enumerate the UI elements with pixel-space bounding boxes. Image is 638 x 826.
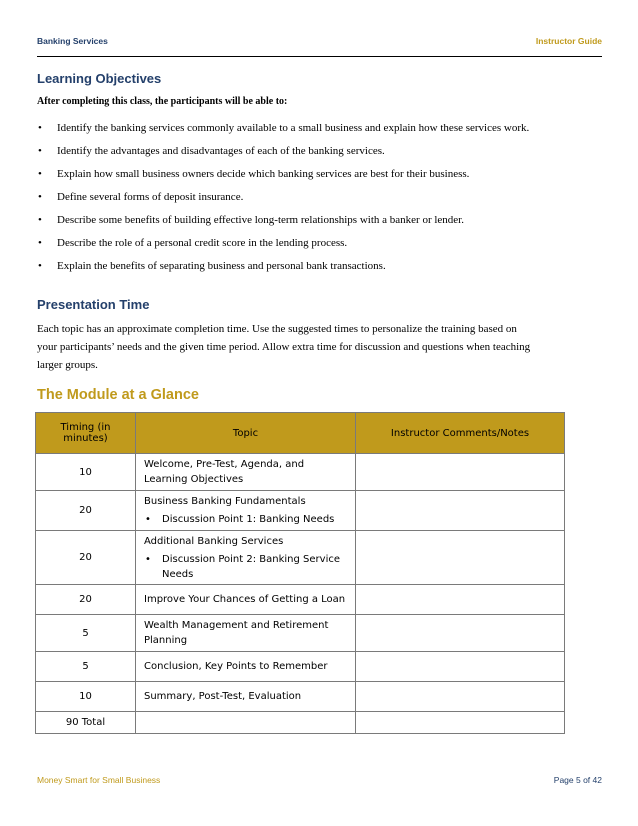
- module-table: [35, 412, 565, 734]
- table-row: 20 Business Banking Fundamentals • Discussion Point 1: Banking Needs: [36, 491, 565, 531]
- table-row: 5 Conclusion, Key Points to Remember: [36, 652, 565, 682]
- table-row: 20 Improve Your Chances of Getting a Loan: [36, 585, 565, 615]
- list-item: • Describe some benefits of building effective long-term relationships with a banker or lender.: [38, 214, 464, 226]
- header-title: Banking Services: [37, 36, 108, 46]
- presentation-time-text: Each topic has an approximate completion time. Use the suggested times to personalize the training based on your participants’ needs and the given time period. Allow extra time for discussion and questions when teaching larger groups.: [37, 323, 531, 371]
- objectives-intro: After completing this class, the participants will be able to:: [37, 96, 288, 107]
- column-header-topic: Topic: [136, 413, 356, 454]
- column-header-notes: Instructor Comments/Notes: [356, 413, 565, 454]
- list-item: • Identify the advantages and disadvantages of each of the banking services.: [38, 145, 385, 157]
- page-header: [37, 36, 602, 57]
- list-item: • Explain the benefits of separating business and personal bank transactions.: [38, 260, 386, 272]
- table-row: 90 Total: [36, 712, 565, 734]
- page-number: Page 5 of 42: [553, 775, 602, 785]
- learning-objectives-heading: Learning Objectives: [37, 71, 162, 86]
- list-item: • Define several forms of deposit insurance.: [38, 191, 244, 203]
- presentation-time-heading: Presentation Time: [37, 297, 150, 312]
- table-row: 10 Summary, Post-Test, Evaluation: [36, 682, 565, 712]
- list-item: • Describe the role of a personal credit score in the lending process.: [38, 237, 348, 249]
- objectives-list: [37, 121, 617, 282]
- list-item: • Identify the banking services commonly available to a small business and explain how these services work.: [38, 122, 530, 134]
- footer-title: Money Smart for Small Business: [37, 775, 161, 785]
- list-item: • Explain how small business owners decide which banking services are best for their business.: [38, 168, 470, 180]
- table-row: 5 Wealth Management and Retirement Planning: [36, 615, 565, 652]
- table-header-row: [36, 413, 565, 454]
- module-glance-heading: The Module at a Glance: [37, 387, 199, 403]
- header-guide-label: Instructor Guide: [535, 36, 602, 46]
- table-row: 10 Welcome, Pre-Test, Agenda, and Learning Objectives: [36, 454, 565, 491]
- column-header-timing: Timing (in minutes): [36, 413, 136, 454]
- table-row: 20 Additional Banking Services • Discussion Point 2: Banking Service Needs: [36, 531, 565, 585]
